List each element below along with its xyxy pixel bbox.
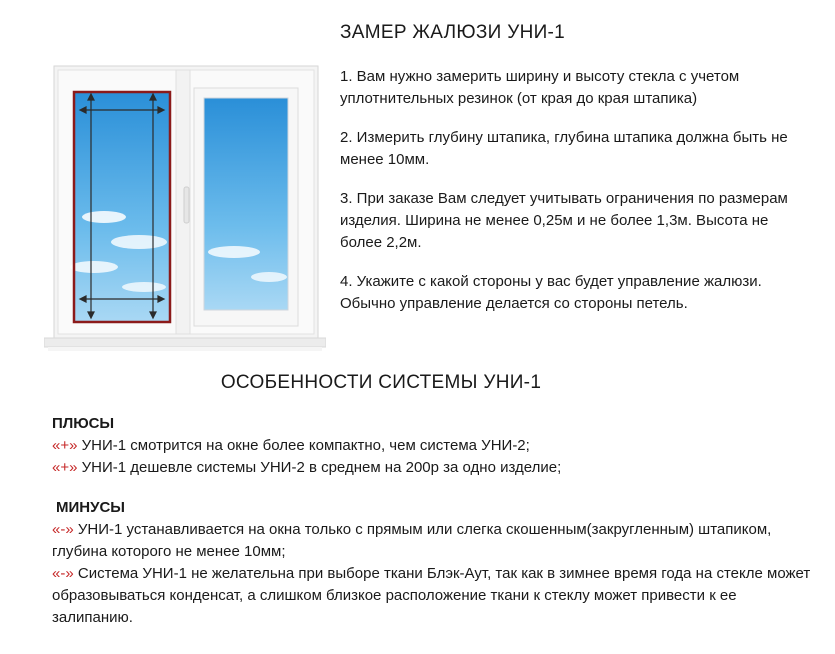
- pros-item-text: УНИ-1 смотрится на окне более компактно, чем система УНИ-2;: [77, 437, 530, 454]
- step-2: 2. Измерить глубину штапика, глубина штапика должна быть не менее 10мм.: [340, 129, 788, 168]
- plus-mark: «+»: [52, 437, 78, 454]
- pros-item-text: УНИ-1 дешевле системы УНИ-2 в среднем на 200р за одно изделие;: [77, 459, 562, 476]
- cons-block: [52, 497, 812, 629]
- step-3: 3. При заказе Вам следует учитывать ограничения по размерам изделия. Ширина не менее 0,25м и не более 1,3м. Высота не более 2,2м.: [340, 190, 788, 251]
- step-1: 1. Вам нужно замерить ширину и высоту стекла с учетом уплотнительных резинок (от края до края штапика): [340, 68, 740, 107]
- pros-heading: ПЛЮСЫ: [52, 415, 115, 432]
- measure-steps: [340, 66, 810, 332]
- measure-title: ЗАМЕР ЖАЛЮЗИ УНИ-1: [340, 22, 566, 43]
- cons-item: [52, 519, 812, 563]
- features-title: ОСОБЕННОСТИ СИСТЕМЫ УНИ-1: [220, 372, 542, 393]
- cons-item: [52, 563, 812, 629]
- window-measure-icon: [44, 62, 326, 352]
- step-4: 4. Укажите с какой стороны у вас будет управление жалюзи. Обычно управление делается со стороны петель.: [340, 273, 762, 312]
- minus-mark: «-»: [52, 565, 74, 582]
- cons-item-text: УНИ-1 устанавливается на окна только с прямым или слегка скошенным(закругленным) штапиком, глубина которого не менее 10мм;: [52, 521, 772, 560]
- cons-heading: МИНУСЫ: [56, 499, 125, 516]
- pros-item: [52, 435, 812, 457]
- window-measure-illustration: [44, 62, 326, 352]
- pros-block: [52, 413, 812, 479]
- pros-item: [52, 457, 812, 479]
- cons-item-text: Система УНИ-1 не желательна при выборе ткани Блэк-Аут, так как в зимнее время года на стекле может образовываться конденсат, а слишком близкое расположение ткани к стеклу может привести к ее залипанию.: [52, 565, 811, 626]
- minus-mark: «-»: [52, 521, 74, 538]
- plus-mark: «+»: [52, 459, 78, 476]
- features-title-row: [0, 372, 835, 394]
